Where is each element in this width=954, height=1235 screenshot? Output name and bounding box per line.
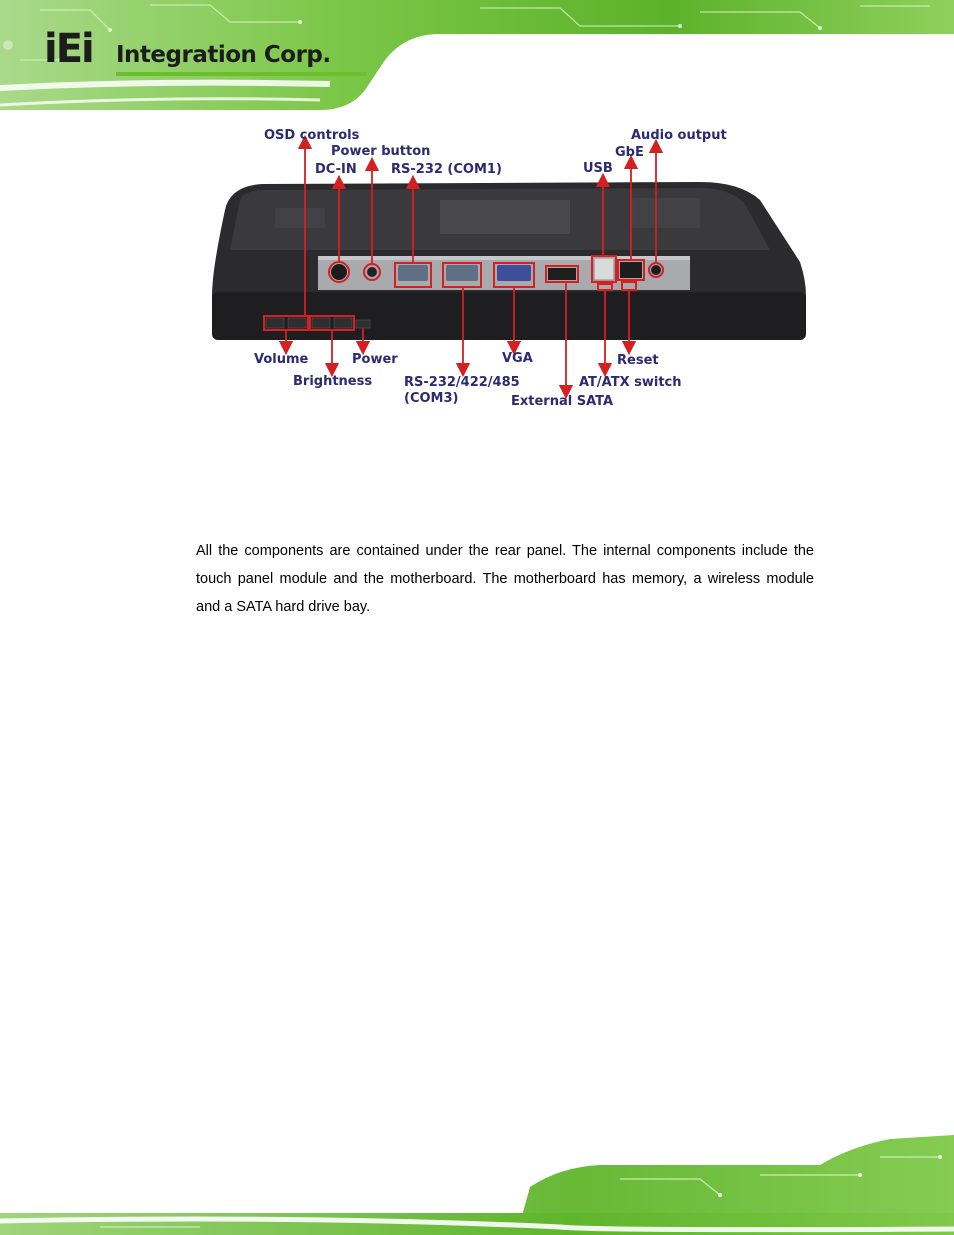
- company-logo: [44, 28, 364, 78]
- label-dc-in: DC-IN: [315, 162, 357, 177]
- label-reset: Reset: [617, 353, 659, 368]
- label-audio-output: Audio output: [631, 128, 727, 143]
- label-volume: Volume: [254, 352, 309, 367]
- label-gbe: GbE: [615, 145, 644, 160]
- logo-text: Integration Corp.: [116, 42, 331, 68]
- label-rs232-422-485: RS-232/422/485: [404, 375, 520, 390]
- label-brightness: Brightness: [293, 374, 373, 389]
- footer-banner: [0, 1135, 954, 1235]
- label-com3: (COM3): [404, 391, 459, 406]
- label-vga: VGA: [502, 351, 533, 366]
- label-osd-controls: OSD controls: [264, 128, 360, 143]
- logo-mark: iEi: [44, 26, 93, 72]
- logo-underline: [116, 72, 366, 76]
- label-at-atx-switch: AT/ATX switch: [579, 375, 682, 390]
- body-paragraph: All the components are contained under the rear panel. The internal components include the touch panel module and the motherboard. The motherboard has memory, a wireless module and a SATA hard drive bay.: [196, 543, 814, 615]
- label-power-button: Power button: [331, 144, 431, 159]
- label-usb: USB: [583, 161, 613, 176]
- label-rs232-com1: RS-232 (COM1): [391, 162, 502, 177]
- label-power: Power: [352, 352, 398, 367]
- label-external-sata: External SATA: [511, 394, 614, 409]
